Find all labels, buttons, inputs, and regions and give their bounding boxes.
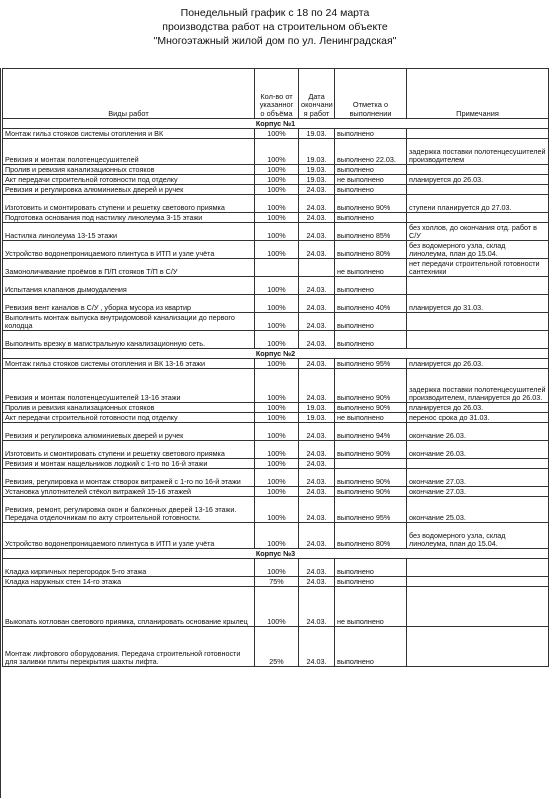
- cell-note: без холлов, до окончания отд. работ в С/У: [407, 223, 549, 241]
- cell-status: [335, 459, 407, 469]
- cell-note: [407, 577, 549, 587]
- cell-date: 24.03.: [299, 185, 335, 195]
- cell-note: задержка поставки полотенцесушителей производителем, планируется до 26.03.: [407, 369, 549, 403]
- cell-note: нет передачи строительной готовности сантехники: [407, 259, 549, 277]
- cell-volume: 100%: [255, 523, 299, 549]
- table-row: [3, 559, 549, 577]
- cell-work: Подготовка основания под настилку линолеума 3-15 этажи: [3, 213, 255, 223]
- cell-work: Ревизия, регулировка и монтаж створок витражей с 1-го по 16-й этажи: [3, 469, 255, 487]
- table-row: [3, 423, 549, 441]
- cell-status: не выполнено: [335, 413, 407, 423]
- cell-note: [407, 331, 549, 349]
- cell-status: выполнено: [335, 559, 407, 577]
- table-row: [3, 487, 549, 497]
- header-notes: Примечания: [407, 69, 549, 119]
- cell-volume: 100%: [255, 369, 299, 403]
- table-row: [3, 369, 549, 403]
- section-header-row: [3, 549, 549, 559]
- sheet-left-border: [0, 68, 1, 798]
- cell-date: 19.03.: [299, 413, 335, 423]
- table-row: [3, 627, 549, 667]
- cell-note: [407, 165, 549, 175]
- cell-date: 24.03.: [299, 523, 335, 549]
- section-header-row: [3, 349, 549, 359]
- cell-note: окончание 25.03.: [407, 497, 549, 523]
- cell-volume: 100%: [255, 195, 299, 213]
- cell-note: без водомерного узла, склад линолеума, план до 15.04.: [407, 241, 549, 259]
- table-row: [3, 129, 549, 139]
- cell-work: Замоноличивание проёмов в П/П стояков Т/П в С/У: [3, 259, 255, 277]
- cell-note: планируется до 26.03.: [407, 403, 549, 413]
- cell-status: выполнено 94%: [335, 423, 407, 441]
- cell-volume: 100%: [255, 559, 299, 577]
- cell-status: выполнено: [335, 213, 407, 223]
- header-volume: Кол-во от указанног о объёма: [255, 69, 299, 119]
- table-row: [3, 331, 549, 349]
- cell-status: выполнено 80%: [335, 241, 407, 259]
- cell-date: 24.03.: [299, 497, 335, 523]
- table-row: [3, 295, 549, 313]
- cell-volume: 75%: [255, 577, 299, 587]
- cell-status: не выполнено: [335, 259, 407, 277]
- table-row: [3, 139, 549, 165]
- cell-note: ступени планируется до 27.03.: [407, 195, 549, 213]
- cell-note: окончание 26.03.: [407, 423, 549, 441]
- cell-date: 24.03.: [299, 587, 335, 627]
- cell-date: 24.03.: [299, 441, 335, 459]
- cell-work: Ревизия и монтаж нащельников лоджий с 1-го по 16-й этажи: [3, 459, 255, 469]
- cell-volume: 100%: [255, 487, 299, 497]
- table-row: [3, 497, 549, 523]
- cell-date: 24.03.: [299, 213, 335, 223]
- cell-note: окончание 27.03.: [407, 487, 549, 497]
- cell-volume: 100%: [255, 175, 299, 185]
- cell-note: [407, 587, 549, 627]
- cell-work: Устройство водонепроницаемого плинтуса в ИТП и узле учёта: [3, 523, 255, 549]
- cell-note: [407, 277, 549, 295]
- table-row: [3, 241, 549, 259]
- cell-status: выполнено 95%: [335, 359, 407, 369]
- schedule-table: [2, 68, 549, 667]
- cell-status: выполнено 90%: [335, 487, 407, 497]
- cell-status: выполнено 90%: [335, 195, 407, 213]
- cell-volume: 100%: [255, 185, 299, 195]
- cell-date: 24.03.: [299, 241, 335, 259]
- table-row: [3, 175, 549, 185]
- table-row: [3, 469, 549, 487]
- cell-status: выполнено: [335, 165, 407, 175]
- cell-work: Изготовить и смонтировать ступени и решетку светового приямка: [3, 441, 255, 459]
- cell-volume: 100%: [255, 459, 299, 469]
- cell-date: 19.03.: [299, 175, 335, 185]
- cell-date: 24.03.: [299, 313, 335, 331]
- cell-work: Монтаж гильз стояков системы отопления и ВК: [3, 129, 255, 139]
- cell-work: Ревизия и монтаж полотенцесушителей 13-16 этажи: [3, 369, 255, 403]
- table-row: [3, 259, 549, 277]
- cell-work: Монтаж гильз стояков системы отопления и ВК 13-16 этажи: [3, 359, 255, 369]
- cell-volume: 100%: [255, 441, 299, 459]
- cell-date: 24.03.: [299, 223, 335, 241]
- cell-volume: 100%: [255, 413, 299, 423]
- cell-volume: 100%: [255, 331, 299, 349]
- cell-note: [407, 313, 549, 331]
- cell-status: выполнено 80%: [335, 523, 407, 549]
- cell-work: Акт передачи строительной готовности под отделку: [3, 413, 255, 423]
- table-row: [3, 185, 549, 195]
- table-body: [3, 119, 549, 667]
- cell-note: окончание 26.03.: [407, 441, 549, 459]
- cell-volume: 100%: [255, 165, 299, 175]
- cell-note: задержка поставки полотенцесушителей производителем: [407, 139, 549, 165]
- cell-date: 19.03.: [299, 165, 335, 175]
- cell-status: не выполнено: [335, 587, 407, 627]
- cell-date: 24.03.: [299, 559, 335, 577]
- cell-volume: 100%: [255, 241, 299, 259]
- cell-date: 24.03.: [299, 369, 335, 403]
- title-line-2: производства работ на строительном объекте: [162, 21, 388, 33]
- table-row: [3, 587, 549, 627]
- cell-date: 24.03.: [299, 423, 335, 441]
- table-row: [3, 195, 549, 213]
- cell-date: 24.03.: [299, 577, 335, 587]
- cell-note: планируется до 31.03.: [407, 295, 549, 313]
- cell-work: Монтаж лифтового оборудования. Передача строительной готовности для заливки плиты перекрытия шахты лифта.: [3, 627, 255, 667]
- header-deadline: Дата окончани я работ: [299, 69, 335, 119]
- cell-volume: 100%: [255, 497, 299, 523]
- cell-status: выполнено: [335, 277, 407, 295]
- table-row: [3, 223, 549, 241]
- document-title: [0, 6, 550, 48]
- cell-volume: 100%: [255, 277, 299, 295]
- section-header-row: [3, 119, 549, 129]
- cell-status: выполнено 95%: [335, 497, 407, 523]
- cell-work: Ревизия, ремонт, регулировка окон и балконных дверей 13-16 этажи. Передача отделочникам по акту строительной готовности.: [3, 497, 255, 523]
- cell-work: Акт передачи строительной готовности под отделку: [3, 175, 255, 185]
- title-line-1: Понедельный график с 18 по 24 марта: [180, 7, 370, 19]
- cell-status: не выполнено: [335, 175, 407, 185]
- cell-work: Ревизия и регулировка алюминиевых дверей и ручек: [3, 185, 255, 195]
- table-row: [3, 165, 549, 175]
- header-status: Отметка о выполнении: [335, 69, 407, 119]
- cell-work: Выкопать котлован светового приямка, спланировать основание крылец: [3, 587, 255, 627]
- cell-volume: 100%: [255, 587, 299, 627]
- cell-work: Устройство водонепроницаемого плинтуса в ИТП и узле учёта: [3, 241, 255, 259]
- section-title: Корпус №2: [3, 349, 549, 359]
- cell-work: Выполнить врезку в магистральную канализационную сеть.: [3, 331, 255, 349]
- cell-work: Изготовить и смонтировать ступени и решетку светового приямка: [3, 195, 255, 213]
- cell-volume: 100%: [255, 313, 299, 331]
- cell-note: [407, 185, 549, 195]
- table-row: [3, 313, 549, 331]
- table-row: [3, 213, 549, 223]
- title-line-3: "Многоэтажный жилой дом по ул. Ленинградская": [153, 35, 397, 47]
- cell-note: без водомерного узла, склад линолеума, план до 15.04.: [407, 523, 549, 549]
- cell-status: выполнено 85%: [335, 223, 407, 241]
- cell-date: [299, 259, 335, 277]
- cell-date: 19.03.: [299, 129, 335, 139]
- cell-work: Кладка кирпичных перегородок 5-го этажа: [3, 559, 255, 577]
- cell-volume: 100%: [255, 295, 299, 313]
- header-work: Виды работ: [3, 69, 255, 119]
- cell-date: 24.03.: [299, 627, 335, 667]
- table-row: [3, 441, 549, 459]
- table-row: [3, 459, 549, 469]
- cell-status: выполнено: [335, 627, 407, 667]
- cell-date: 24.03.: [299, 459, 335, 469]
- table-row: [3, 403, 549, 413]
- cell-volume: 100%: [255, 423, 299, 441]
- cell-volume: 100%: [255, 359, 299, 369]
- table-row: [3, 523, 549, 549]
- cell-date: 24.03.: [299, 331, 335, 349]
- cell-status: выполнено 22.03.: [335, 139, 407, 165]
- cell-date: 24.03.: [299, 195, 335, 213]
- cell-work: Выполнить монтаж выпуска внутридомовой канализации до первого колодца: [3, 313, 255, 331]
- table-row: [3, 277, 549, 295]
- cell-work: Установка уплотнителей стёкол витражей 15-16 этажей: [3, 487, 255, 497]
- cell-status: выполнено: [335, 185, 407, 195]
- section-title: Корпус №1: [3, 119, 549, 129]
- cell-note: планируется до 26.03.: [407, 175, 549, 185]
- table-row: [3, 413, 549, 423]
- table-row: [3, 577, 549, 587]
- cell-status: выполнено 90%: [335, 469, 407, 487]
- cell-date: 24.03.: [299, 295, 335, 313]
- cell-note: [407, 213, 549, 223]
- cell-date: 24.03.: [299, 277, 335, 295]
- cell-status: выполнено 90%: [335, 441, 407, 459]
- cell-work: Пролив и ревизия канализационных стояков: [3, 403, 255, 413]
- table-header: [3, 69, 549, 119]
- cell-date: 24.03.: [299, 469, 335, 487]
- cell-date: 24.03.: [299, 359, 335, 369]
- cell-note: [407, 459, 549, 469]
- cell-volume: 100%: [255, 139, 299, 165]
- cell-note: окончание 27.03.: [407, 469, 549, 487]
- cell-note: планируется до 26.03.: [407, 359, 549, 369]
- cell-volume: 100%: [255, 129, 299, 139]
- cell-note: [407, 129, 549, 139]
- cell-date: 19.03.: [299, 139, 335, 165]
- cell-volume: 100%: [255, 403, 299, 413]
- cell-date: 24.03.: [299, 487, 335, 497]
- cell-status: выполнено: [335, 331, 407, 349]
- cell-work: Кладка наружных стен 14-го этажа: [3, 577, 255, 587]
- cell-volume: 100%: [255, 213, 299, 223]
- cell-status: выполнено: [335, 129, 407, 139]
- cell-date: 19.03.: [299, 403, 335, 413]
- cell-work: Пролив и ревизия канализационных стояков: [3, 165, 255, 175]
- cell-volume: 100%: [255, 469, 299, 487]
- cell-work: Испытания клапанов дымоудаления: [3, 277, 255, 295]
- cell-volume: 25%: [255, 627, 299, 667]
- cell-volume: [255, 259, 299, 277]
- cell-note: перенос срока до 31.03.: [407, 413, 549, 423]
- cell-status: выполнено 90%: [335, 403, 407, 413]
- cell-status: выполнено 90%: [335, 369, 407, 403]
- cell-volume: 100%: [255, 223, 299, 241]
- cell-status: выполнено: [335, 313, 407, 331]
- cell-note: [407, 627, 549, 667]
- cell-work: Ревизия вент каналов в С/У , уборка мусора из квартир: [3, 295, 255, 313]
- cell-note: [407, 559, 549, 577]
- table-row: [3, 359, 549, 369]
- cell-status: выполнено: [335, 577, 407, 587]
- cell-work: Настилка линолеума 13-15 этажи: [3, 223, 255, 241]
- section-title: Корпус №3: [3, 549, 549, 559]
- cell-work: Ревизия и регулировка алюминиевых дверей и ручек: [3, 423, 255, 441]
- cell-status: выполнено 40%: [335, 295, 407, 313]
- cell-work: Ревизия и монтаж полотенцесушителей: [3, 139, 255, 165]
